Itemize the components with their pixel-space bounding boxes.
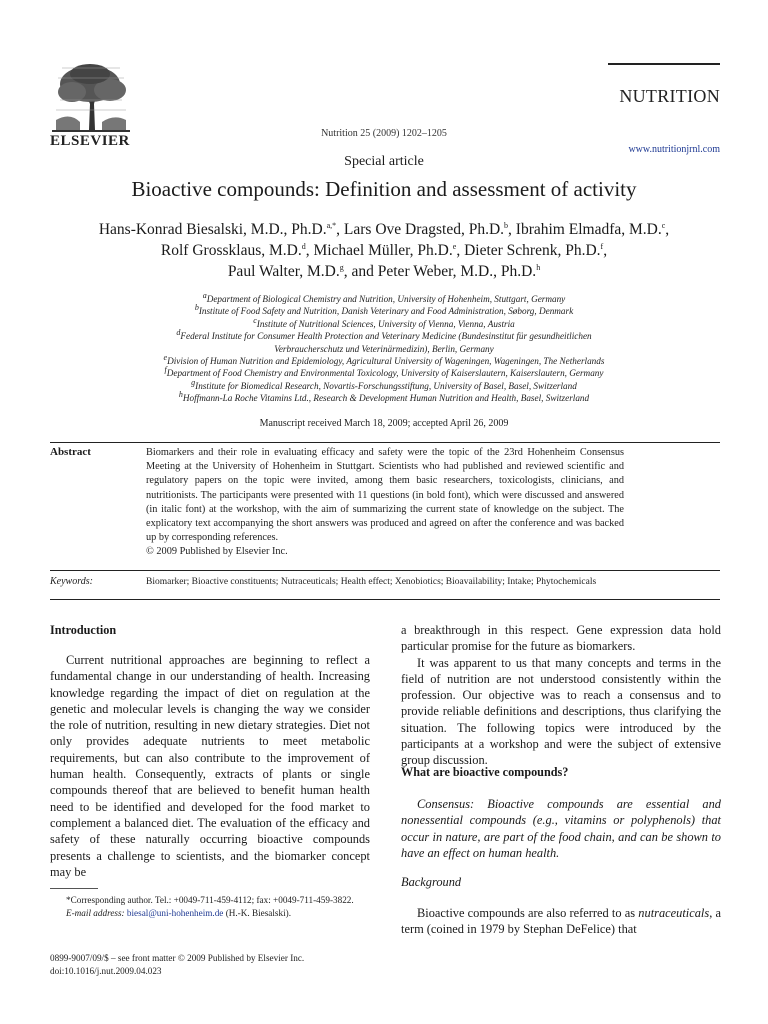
consensus-statement: Consensus: Bioactive compounds are essential and nonessential compounds (e.g., vitamins or polyphenols) that occur in nature, are part of the food chain, and can be shown to have an effect on human health. — [401, 797, 721, 860]
affiliation: $^e$Division of Human Nutrition and Epidemiology, Agricultural University of Wageningen, Wageningen, The Netherlands — [163, 352, 605, 367]
author-email-link[interactable]: biesal@uni-hohenheim.de — [126, 908, 224, 918]
section-heading-bioactive: What are bioactive compounds? — [401, 765, 569, 779]
author-line: Rolf Grossklaus, M.D.$^d$, Michael Müller, Ph.D.$^e$, Dieter Schrenk, Ph.D.$^f$, — [160, 241, 608, 259]
journal-citation: Nutrition 25 (2009) 1202–1205 — [321, 128, 447, 139]
issn-line: 0899-9007/09/$ – see front matter © 2009 Published by Elsevier Inc. — [50, 953, 305, 963]
abstract-copyright: © 2009 Published by Elsevier Inc. — [146, 546, 288, 558]
abstract-text: Biomarkers and their role in evaluating efficacy and safety were the topic of the 23rd Hohenheim Consensus Meeting at the University of Hohenheim in Stuttgart. Scientists who had published and reviewed scientific and regulatory papers on the topic were invited, among them basic researchers, toxicologists, clinicians, and nutritionists. The participants were presented with 11 questions (in bold font), which were discussed and answered (in italic font) at the workshop, with the aim of summarizing the current state of knowledge on the subject. The explicatory text accompanying the short answers was produced and agreed on after the conference and was backed up by corresponding references. © 2009 Published by Elsevier Inc. — [146, 447, 624, 558]
corresponding-author: *Corresponding author. Tel.: +0049-711-459-4112; fax: +0049-711-459-3822. — [66, 895, 354, 905]
keywords-heading: Keywords: — [50, 576, 93, 587]
affiliation: $^c$Institute of Nutritional Sciences, University of Vienna, Vienna, Austria — [253, 315, 515, 329]
author-list — [40, 219, 728, 282]
abstract-top-rule — [50, 442, 720, 443]
publisher-wordmark: ELSEVIER — [50, 133, 130, 149]
journal-url-link[interactable]: www.nutritionjrnl.com — [628, 144, 720, 155]
received-dates: Manuscript received March 18, 2009; accepted April 26, 2009 — [259, 418, 509, 429]
email-line: E-mail address: biesal@uni-hohenheim.de (H.-K. Biesalski). — [66, 908, 292, 918]
author-line: Paul Walter, M.D.$^g$, and Peter Weber, M.D., Ph.D.$^h$ — [227, 262, 541, 280]
doi-line: doi:10.1016/j.nut.2009.04.023 — [50, 966, 162, 976]
right-column-text: a breakthrough in this respect. Gene expression data hold particular promise for the future as biomarkers. It was apparent to us that many concepts and terms in the field of nutrition are not understood consistently within the profession. Our objective was to reach a consensus and to provide reliable definitions and descriptions, thus clarifying the situation. The following topics were introduced by the participants at a workshop and were the subject of extensive group discussion. — [401, 623, 721, 768]
introduction-heading: Introduction — [50, 623, 117, 637]
journal-name: NUTRITION — [619, 86, 720, 106]
footnote — [50, 894, 370, 920]
article-title: Bioactive compounds: Definition and assessment of activity — [131, 177, 637, 201]
background-text: Bioactive compounds are also referred to as nutraceuticals, a term (coined in 1979 by Stephan DeFelice) that — [401, 906, 721, 937]
keywords-text: Biomarker; Bioactive constituents; Nutraceuticals; Health effect; Xenobiotics; Bioavailability; Intake; Phytochemicals — [146, 577, 597, 587]
affiliation: $^g$Institute for Biomedical Research, Novartis-Forschungsstiftung, University of Basel, Basel, Switzerland — [191, 377, 577, 391]
affiliation: $^b$Institute of Food Safety and Nutrition, Danish Veterinary and Food Administration, Søborg, Denmark — [194, 303, 574, 317]
background-heading: Background — [401, 875, 462, 889]
affiliation: $^a$Department of Biological Chemistry and Nutrition, University of Hohenheim, Stuttgart, Germany — [202, 290, 566, 304]
abstract-divider — [50, 570, 720, 571]
abstract-heading: Abstract — [50, 446, 91, 458]
front-matter-info — [50, 952, 390, 978]
affiliation: Verbraucherschutz und Veterinärmedizin), Berlin, Germany — [274, 343, 494, 354]
affiliation: $^d$Federal Institute for Consumer Health Protection and Veterinary Medicine (Bundesinstitut für gesundheitlichen — [176, 328, 592, 342]
article-type: Special article — [344, 154, 424, 169]
affiliation-list — [40, 290, 728, 405]
footnote-rule — [50, 888, 98, 889]
introduction-text: Current nutritional approaches are beginning to reflect a fundamental change in our understanding of health. Increasing knowledge regarding the impact of diet on regulation at the genetic and molecular levels is changing the way we consider the role of nutrition, resulting in new dietary strategies. Diet not only provides adequate nutrients to meet metabolic requirements, but can also contribute to the improvement of human health. Consequently, extracts of plants or single compounds thereof that are believed to benefit human health need to be identified and developed for the food market to complement a balanced diet. The evaluation of the efficacy and safety of these naturally occurring bioactive compounds presents a challenge to scientists, and the biomarker concept may be — [50, 653, 370, 879]
journal-rule — [608, 63, 720, 65]
author-line: Hans-Konrad Biesalski, M.D., Ph.D.$^{a,*}$, Lars Ove Dragsted, Ph.D.$^b$, Ibrahim Elmadfa, M.D.$^c$, — [98, 220, 670, 238]
affiliation: $^h$Hoffmann-La Roche Vitamins Ltd., Research & Development Human Nutrition and Health, Basel, Switzerland — [178, 390, 590, 404]
affiliation: $^f$Department of Food Chemistry and Environmental Toxicology, University of Kaiserslautern, Kaiserslautern, Germany — [164, 365, 604, 379]
keywords-bottom-rule — [50, 599, 720, 600]
